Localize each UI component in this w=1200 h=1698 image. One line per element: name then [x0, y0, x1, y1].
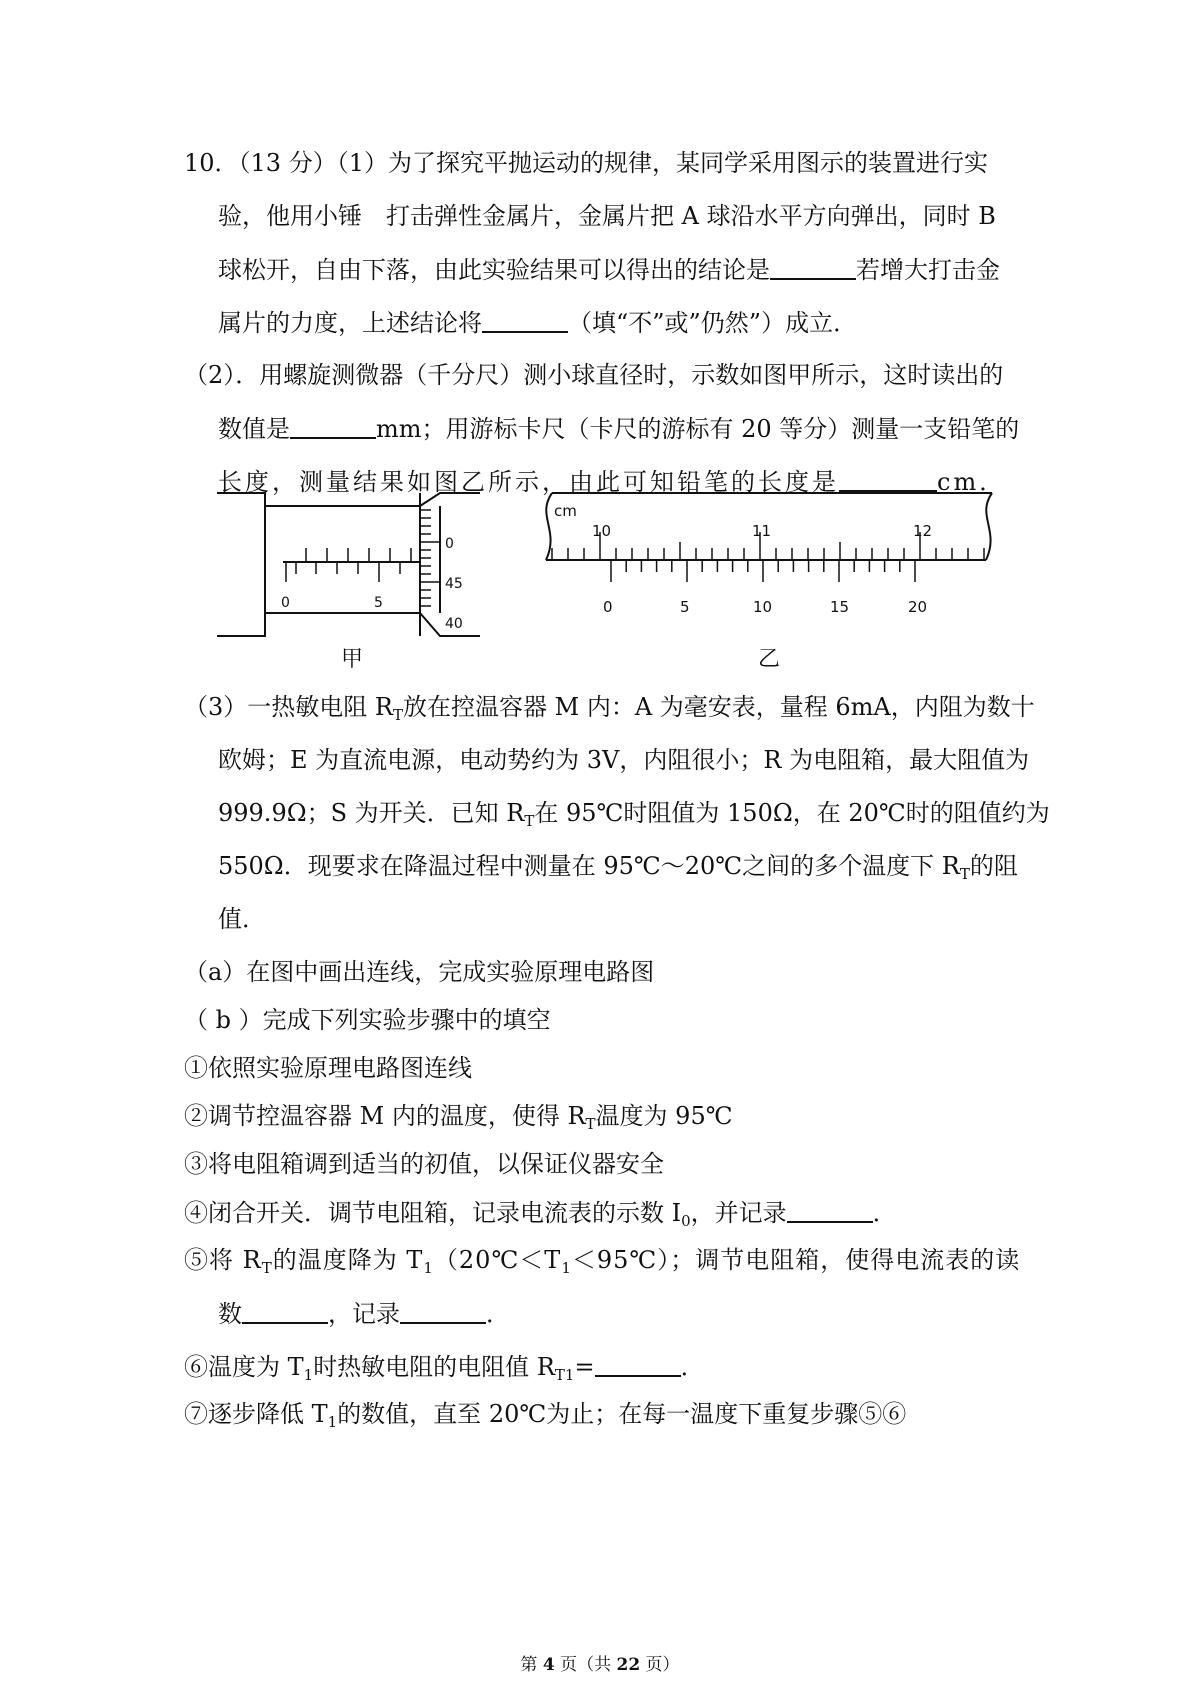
q10-part2-line-2-tail: mm；用游标卡尺（卡尺的游标有 20 等分）测量一支铅笔的 [376, 415, 1020, 443]
step-1: ①依照实验原理电路图连线 [184, 1054, 472, 1082]
caliper-main-label-12: 12 [913, 522, 933, 540]
q10-part3-line-4-tail: 的阻 [969, 852, 1018, 880]
q10-part3-line-4 [218, 851, 1018, 881]
caliper-caption: 乙 [758, 647, 781, 672]
footer-total-pages: 22 [616, 1655, 641, 1675]
vernier-label-20: 20 [908, 598, 928, 616]
thimble-label-45: 45 [445, 576, 463, 592]
q10-part3-line-3-text: 999.9Ω；S 为开关．已知 R [218, 799, 525, 827]
q10-part3-line-3-tail: 在 95℃时阻值为 150Ω，在 20℃时的阻值约为 [534, 799, 1050, 827]
q10-line-4-tail: （填“不”或”仍然”）成立． [568, 309, 858, 337]
q10-part2-line-2-text: 数值是 [218, 415, 290, 443]
answer-blank-micrometer[interactable] [290, 413, 376, 439]
q10-line-2: 验，他用小锤 打击弹性金属片，金属片把 A 球沿水平方向弹出，同时 B [218, 202, 996, 230]
q10-line-4-text: 属片的力度，上述结论将 [218, 309, 482, 337]
step-3: ③将电阻箱调到适当的初值，以保证仪器安全 [184, 1150, 664, 1178]
step-6-mid: 时热敏电阻的电阻值 R [313, 1353, 555, 1381]
q10-part3-line-1-tail: 放在控温容器 M 内：A 为毫安表，量程 6mA，内阻为数十 [402, 693, 1035, 721]
q10-part2-line-1: （2）．用螺旋测微器（千分尺）测小球直径时，示数如图甲所示，这时读出的 [184, 361, 1004, 389]
step-5-line-2-tail: ． [486, 1300, 510, 1328]
q10-part2-line-3-tail: cm． [937, 468, 1007, 496]
subscript-t: T [959, 865, 970, 883]
q10-part3-line-1-text: （3）一热敏电阻 R [184, 693, 393, 721]
q10-line-3-text: 球松开，自由下落，由此实验结果可以得出的结论是 [218, 256, 770, 284]
q10-part3-b: （ b ）完成下列实验步骤中的填空 [184, 1006, 551, 1034]
vernier-label-10: 10 [753, 598, 773, 616]
step-5 [184, 1245, 1020, 1275]
q10-line-1: 10．（13 分）（1）为了探究平抛运动的规律，某同学采用图示的装置进行实 [184, 149, 988, 177]
micrometer-caption: 甲 [341, 647, 364, 672]
subscript-1: 1 [423, 1259, 434, 1277]
step-2-tail: 温度为 95℃ [595, 1102, 733, 1130]
step-2-text: ②调节控温容器 M 内的温度，使得 R [184, 1102, 586, 1130]
answer-blank-step5-reading[interactable] [242, 1298, 328, 1324]
step-5-text: ⑤将 R [184, 1246, 262, 1274]
q10-part3-line-2: 欧姆；E 为直流电源，电动势约为 3V，内阻很小；R 为电阻箱，最大阻值为 [218, 746, 1030, 774]
q10-part2-line-2 [218, 413, 1019, 444]
step-5-mid-2: （20℃＜T [433, 1246, 562, 1274]
subscript-t: T [585, 1115, 596, 1133]
micrometer-label-5: 5 [374, 595, 383, 611]
step-4-text: ④闭合开关．调节电阻箱，记录电流表的示数 I [184, 1199, 682, 1227]
step-4-mid: ，并记录 [690, 1199, 787, 1227]
q10-part3-line-1 [184, 692, 1035, 722]
step-6-tail: ． [680, 1353, 705, 1381]
caliper-figure [532, 488, 1002, 638]
micrometer-label-0: 0 [281, 595, 290, 611]
step-2 [184, 1101, 733, 1131]
step-5-line-2 [218, 1298, 510, 1329]
subscript-t: T [524, 812, 535, 830]
subscript-1: 1 [561, 1259, 572, 1277]
q10-part2-line-3-text: 长度，测量结果如图乙所示，由此可知铅笔的长度是 [218, 468, 839, 496]
page-footer [0, 1650, 1200, 1675]
answer-blank-step4[interactable] [787, 1197, 873, 1223]
subscript-t: T [392, 706, 403, 724]
thimble-label-40: 40 [445, 616, 463, 632]
thimble-label-0: 0 [445, 536, 454, 552]
q10-part3-line-3 [218, 798, 1050, 828]
q10-part3-line-4-text: 550Ω．现要求在降温过程中测量在 95℃～20℃之间的多个温度下 R [218, 852, 960, 880]
caliper-main-label-10: 10 [592, 522, 612, 540]
subscript-0: 0 [681, 1212, 691, 1230]
q10-line-3-tail: 若增大打击金 [856, 256, 1000, 284]
answer-blank-conclusion[interactable] [770, 254, 856, 280]
q10-line-3 [218, 254, 1000, 285]
step-6-text: ⑥温度为 T [184, 1353, 304, 1381]
subscript-1: 1 [327, 1413, 338, 1431]
q10-line-4 [218, 307, 857, 338]
footer-suffix: 页） [640, 1655, 680, 1675]
answer-blank-step6[interactable] [595, 1351, 681, 1377]
subscript-t: T [261, 1259, 273, 1277]
footer-page-number: 4 [542, 1655, 555, 1675]
subscript-t1: T1 [554, 1366, 575, 1384]
vernier-label-0: 0 [603, 598, 613, 616]
step-7-text: ⑦逐步降低 T [184, 1400, 328, 1428]
footer-prefix: 第 [520, 1655, 543, 1675]
answer-blank-still-holds[interactable] [482, 307, 568, 333]
vernier-label-15: 15 [830, 598, 850, 616]
micrometer-figure [215, 488, 490, 648]
caliper-main-label-11: 11 [752, 522, 772, 540]
footer-mid: 页（共 [554, 1655, 617, 1675]
caliper-unit-label: cm [554, 502, 577, 520]
step-5-mid-3: ＜95℃）；调节电阻箱，使得电流表的读 [571, 1246, 1021, 1274]
step-5-mid-1: 的温度降为 T [272, 1246, 424, 1274]
step-5-line-2-text: 数 [218, 1300, 242, 1328]
step-7-tail: 的数值，直至 20℃为止；在每一温度下重复步骤⑤⑥ [337, 1400, 907, 1428]
step-7 [184, 1399, 906, 1429]
step-6 [184, 1351, 705, 1382]
step-4-tail: ． [872, 1199, 897, 1227]
answer-blank-step5-record[interactable] [400, 1298, 486, 1324]
subscript-1: 1 [303, 1366, 314, 1384]
q10-part3-a: （a）在图中画出连线，完成实验原理电路图 [184, 958, 655, 986]
step-5-line-2-mid: ，记录 [328, 1300, 400, 1328]
step-6-eq: = [574, 1353, 595, 1381]
step-4 [184, 1197, 897, 1228]
vernier-label-5: 5 [680, 598, 690, 616]
q10-part3-line-5: 值． [218, 905, 266, 933]
